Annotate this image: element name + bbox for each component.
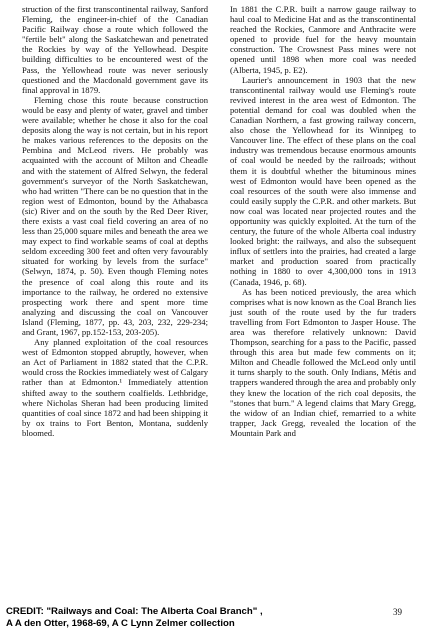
right-column (230, 4, 416, 438)
paragraph: As has been noticed previously, the area which comprises what is now known as the Coal Branch lies just south of the route used by the fur traders travelling from Fort Edmonton to Jasper House. The area was therefore relatively unknown: David Thompson, searching for a pass to the Pacific, passed through this area but made few comments on it; Milton and Cheadle followed the McLeod only until it turns sharply to the south. Only Indians, Métis and trappers wandered through the area and probably only they knew the location of the rich coal deposits, the "stones that burn." A legend claims that Mary Gregg, the widow of an Indian chief, remarried to a white trapper, Jack Gregg, revealed the location of the Mountain Park and (230, 286, 416, 438)
paragraph: Laurier's announcement in 1903 that the new transcontinental railway would use Fleming's route revived interest in the area west of Edmonton. The potential demand for coal was doubled when the Canadian Northern, a fast growing railway concern, also chose the Yellowhead for its Winnipeg to Vancouver line. The effect of these plans on the coal industry was tremendous because enormous amounts of coal would be needed by the railroads; without them it is doubtful whether the bituminous mines west of Edmonton would have been opened as the coal resources of the south were also immense and could easily supply the C.P.R. and other markets. But now coal was located near projected routes and the opportunity was quickly exploited. At the turn of the century, the future of the whole Alberta coal industry looked bright: the railways, and also the subsequent influx of settlers into the prairies, had created a large market and production soared from practically nothing in 1880 to over 4,300,000 tons in 1913 (Canada, 1946, p. 68). (230, 74, 416, 287)
paragraph: Fleming chose this route because construction would be easy and plenty of water, gravel and timber were available; whether he chose it also for the coal deposits along the way is not certain, but in his report he makes various references to the deposits on the Pembina and McLeod rivers. He probably was acquainted with the account of Milton and Cheadle and with the statement of Alfred Selwyn, the federal government's surveyor of the North Saskatchewan, who had written "There can be no question that in the region west of Edmonton, bound by the Athabasca (sic) River and on the south by the Red Deer River, there exists a vast coal field covering an area of no less than 25,000 square miles and beneath the area we may expect to find workable seams of coal at depths seldom exceeding 300 feet and often very favourably situated for working by levels from the surface" (Selwyn, 1874, p. 50). Even though Fleming notes the presence of coal along this route and its importance to the railway, he ordered no extensive prospecting work there and spent more time analyzing and discussing the coal on Vancouver Island (Fleming, 1877, pp. 43, 203, 232, 229-234; and Grant, 1967, pp.152-153, 203-205). (22, 94, 208, 337)
page-number: 39 (393, 607, 402, 617)
credit-line: A A den Otter, 1968-69, A C Lynn Zelmer collection (6, 617, 235, 629)
left-column (22, 4, 208, 438)
credit-caption (6, 606, 366, 629)
credit-line: CREDIT: "Railways and Coal: The Alberta Coal Branch" , (6, 606, 263, 617)
paragraph: Any planned exploitation of the coal resources west of Edmonton stopped abruptly, however, when an Act of Parliament in 1882 stated that the C.P.R. would cross the Rockies immediately west of Calgary rather than at Edmonton.¹ Immediately attention shifted away to the southern coalfields. Lethbridge, where Nicholas Sheran had been producing limited quantities of coal since 1872 and had been shipping it by ox trains to Fort Benton, Montana, suddenly bloomed. (22, 337, 208, 438)
paragraph: struction of the first transcontinental railway, Sanford Fleming, the engineer-in-chief of the Canadian Pacific Railway chose a route which followed the "fertile belt" along the Saskatchewan and penetrated the Rockies by way of the Yellowhead. Despite building difficulties to be encountered west of the Pass, the Yellowhead route was never seriously questioned and the Macdonald government gave its final approval in 1879. (22, 4, 208, 95)
paragraph: In 1881 the C.P.R. built a narrow gauge railway to haul coal to Medicine Hat and as the transcontinental reached the Rockies, Canmore and Anthracite were opened to provide fuel for the heavy mountain construction. The Crowsnest Pass mines were not opened until 1898 when more coal was needed (Alberta, 1945, p. E2). (230, 4, 416, 75)
